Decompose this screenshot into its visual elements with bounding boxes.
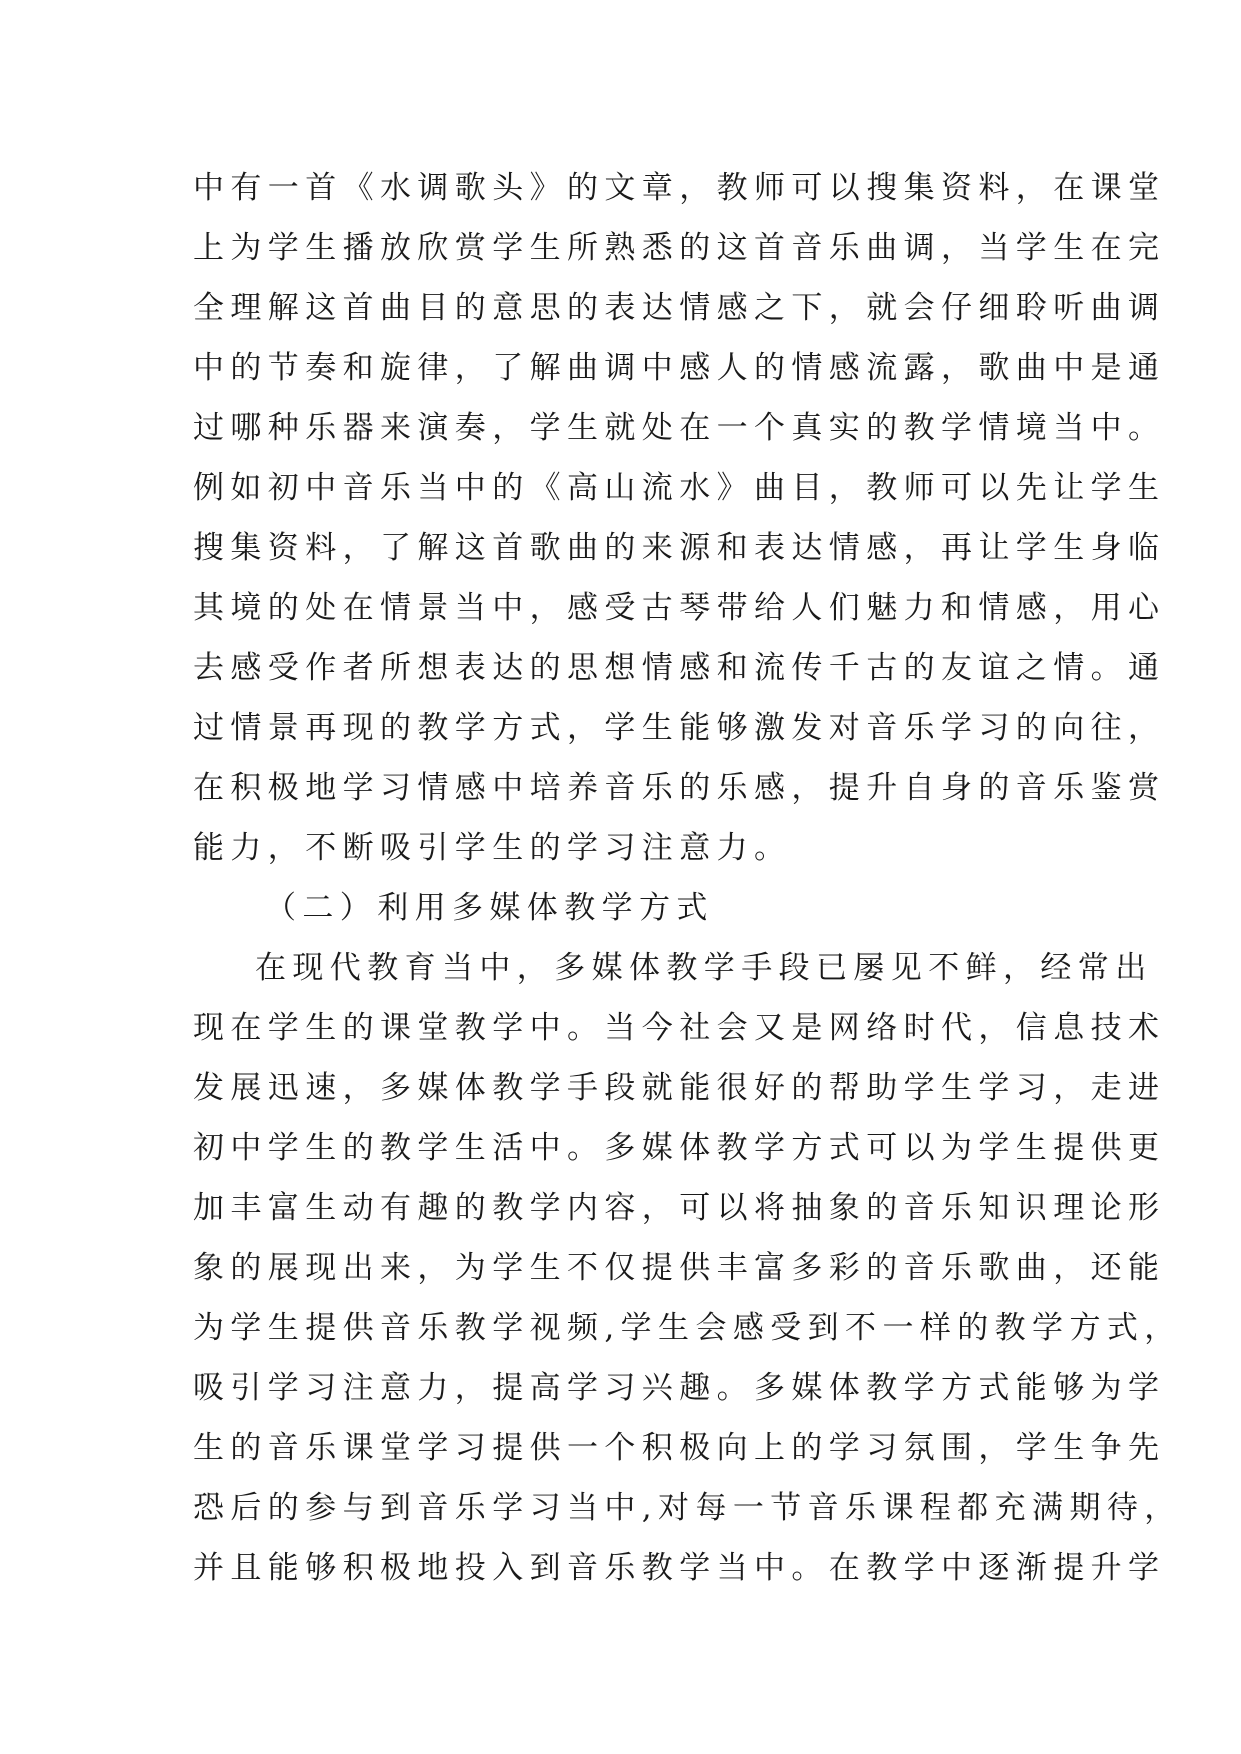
- paragraph-line: 过哪种乐器来演奏，学生就处在一个真实的教学情境当中。: [193, 410, 1166, 446]
- paragraph-line: 中有一首《水调歌头》的文章，教师可以搜集资料，在课堂: [193, 170, 1166, 206]
- paragraph-line: 全理解这首曲目的意思的表达情感之下，就会仔细聆听曲调: [193, 290, 1166, 326]
- paragraph-line: 在现代教育当中，多媒体教学手段已屡见不鲜，经常出: [255, 950, 1153, 986]
- paragraph-line: 为学生提供音乐教学视频,学生会感受到不一样的教学方式，: [193, 1310, 1182, 1346]
- paragraph-line: 上为学生播放欣赏学生所熟悉的这首音乐曲调，当学生在完: [193, 230, 1166, 266]
- paragraph-line: 中的节奏和旋律，了解曲调中感人的情感流露，歌曲中是通: [193, 350, 1166, 386]
- paragraph-line: 在积极地学习情感中培养音乐的乐感，提升自身的音乐鉴赏: [193, 770, 1166, 806]
- paragraph-line: 发展迅速，多媒体教学手段就能很好的帮助学生学习，走进: [193, 1070, 1166, 1106]
- paragraph-2: [193, 938, 1182, 1598]
- paragraph-1: [193, 158, 1166, 878]
- paragraph-line: 加丰富生动有趣的教学内容，可以将抽象的音乐知识理论形: [193, 1190, 1166, 1226]
- section-heading: （二）利用多媒体教学方式: [265, 890, 714, 926]
- paragraph-line: 搜集资料，了解这首歌曲的来源和表达情感，再让学生身临: [193, 530, 1166, 566]
- paragraph-line: 其境的处在情景当中，感受古琴带给人们魅力和情感，用心: [193, 590, 1166, 626]
- paragraph-line: 初中学生的教学生活中。多媒体教学方式可以为学生提供更: [193, 1130, 1166, 1166]
- paragraph-line: 现在学生的课堂教学中。当今社会又是网络时代，信息技术: [193, 1010, 1166, 1046]
- paragraph-line: 生的音乐课堂学习提供一个积极向上的学习氛围，学生争先: [193, 1430, 1166, 1466]
- paragraph-line: 去感受作者所想表达的思想情感和流传千古的友谊之情。通: [193, 650, 1166, 686]
- document-body: [193, 158, 1182, 1598]
- paragraph-line: 能力，不断吸引学生的学习注意力。: [193, 830, 792, 866]
- paragraph-line: 吸引学习注意力，提高学习兴趣。多媒体教学方式能够为学: [193, 1370, 1166, 1406]
- paragraph-line: 恐后的参与到音乐学习当中,对每一节音乐课程都充满期待，: [193, 1490, 1182, 1526]
- paragraph-line: 并且能够积极地投入到音乐教学当中。在教学中逐渐提升学: [193, 1550, 1166, 1586]
- paragraph-line: 过情景再现的教学方式，学生能够激发对音乐学习的向往，: [193, 710, 1166, 746]
- paragraph-line: 例如初中音乐当中的《高山流水》曲目，教师可以先让学生: [193, 470, 1166, 506]
- paragraph-line: 象的展现出来，为学生不仅提供丰富多彩的音乐歌曲，还能: [193, 1250, 1166, 1286]
